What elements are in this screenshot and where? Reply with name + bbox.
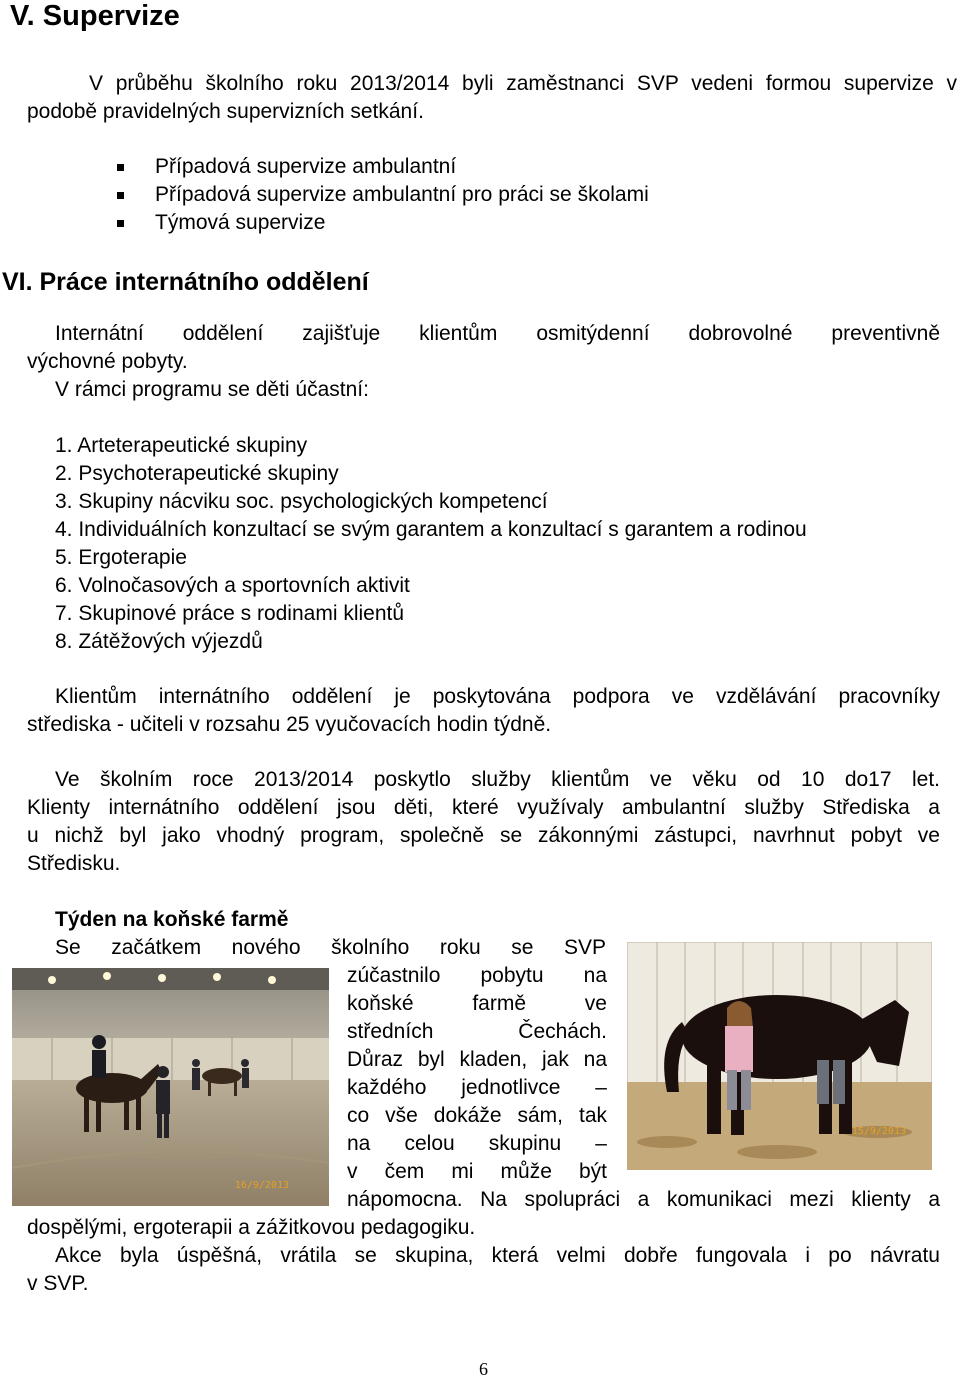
- farm-line: koňské farmě ve: [347, 992, 607, 1015]
- farm-line: na celou skupinu –: [347, 1132, 607, 1155]
- farm-closing-line1: Akce byla úspěšná, vrátila se skupina, která velmi dobře fungovala i po návratu: [55, 1244, 940, 1267]
- supervision-item: Případová supervize ambulantní: [117, 153, 649, 181]
- program-list: [55, 432, 807, 656]
- section-5-heading: V. Supervize: [10, 0, 180, 32]
- riding-arena-photo: [12, 968, 329, 1206]
- program-item: 5. Ergoterapie: [55, 546, 187, 569]
- program-item: 1. Arteterapeutické skupiny: [55, 434, 308, 457]
- farm-line: každého jednotlivce –: [347, 1076, 607, 1099]
- farm-line: Důraz byl kladen, jak na: [347, 1048, 607, 1071]
- supervision-list: [117, 153, 649, 237]
- program-item: 7. Skupinové práce s rodinami klientů: [55, 602, 405, 625]
- program-label: V rámci programu se děti účastní:: [55, 378, 369, 401]
- farm-continuation-line: nápomocna. Na spolupráci a komunikaci mezi klienty a: [347, 1188, 940, 1211]
- farm-first-line: Se začátkem nového školního roku se SVP: [55, 936, 606, 959]
- clients-line1: Ve školním roce 2013/2014 poskytlo služby klientům ve věku od 10 do17 let.: [55, 768, 940, 791]
- farm-continuation-line2: dospělými, ergoterapii a zážitkovou pedagogiku.: [27, 1216, 476, 1239]
- farm-line: zúčastnilo pobytu na: [347, 964, 607, 987]
- support-line2: střediska - učiteli v rozsahu 25 vyučovacích hodin týdně.: [27, 713, 552, 736]
- photo-date-stamp: 15/9/2013: [851, 1126, 906, 1137]
- riding-arena-illustration: [12, 968, 329, 1206]
- page-number: 6: [479, 1359, 488, 1379]
- program-item: 6. Volnočasových a sportovních aktivit: [55, 574, 410, 597]
- stable-horse-photo: [627, 942, 932, 1170]
- farm-line: v čem mi může být: [347, 1160, 607, 1183]
- farm-wrapped-text: [347, 962, 607, 1186]
- farm-line: co vše dokáže sám, tak: [347, 1104, 607, 1127]
- section-6-heading: VI. Práce internátního oddělení: [2, 268, 369, 296]
- supervision-item: Případová supervize ambulantní pro práci se školami: [117, 181, 649, 209]
- program-item: 3. Skupiny nácviku soc. psychologických kompetencí: [55, 490, 548, 513]
- support-line1: Klientům internátního oddělení je poskytována podpora ve vzdělávání pracovníky: [55, 685, 940, 708]
- farm-line: středních Čechách.: [347, 1020, 607, 1043]
- clients-line4: Středisku.: [27, 852, 121, 875]
- farm-heading: Týden na koňské farmě: [55, 908, 289, 931]
- photo-date-stamp: 16/9/2013: [234, 1180, 289, 1191]
- clients-line3: u nichž byl jako vhodný program, společně se zákonnými zástupci, navrhnut pobyt ve: [27, 824, 940, 847]
- internat-intro-line1: Internátní oddělení zajišťuje klientům osmitýdenní dobrovolné preventivně: [55, 322, 940, 345]
- internat-intro-line2: výchovné pobyty.: [27, 350, 188, 373]
- program-item: 2. Psychoterapeutické skupiny: [55, 462, 339, 485]
- program-item: 8. Zátěžových výjezdů: [55, 630, 263, 653]
- supervision-item: Týmová supervize: [117, 209, 649, 237]
- clients-line2: Klienty internátního oddělení jsou děti, které využívaly ambulantní služby Střediska a: [27, 796, 940, 819]
- section-5-intro: V průběhu školního roku 2013/2014 byli zaměstnanci SVP vedeni formou supervize v podobě pravidelných supervizních setkání.: [27, 72, 957, 123]
- farm-closing-line2: v SVP.: [27, 1272, 89, 1295]
- program-item: 4. Individuálních konzultací se svým garantem a konzultací s garantem a rodinou: [55, 518, 807, 541]
